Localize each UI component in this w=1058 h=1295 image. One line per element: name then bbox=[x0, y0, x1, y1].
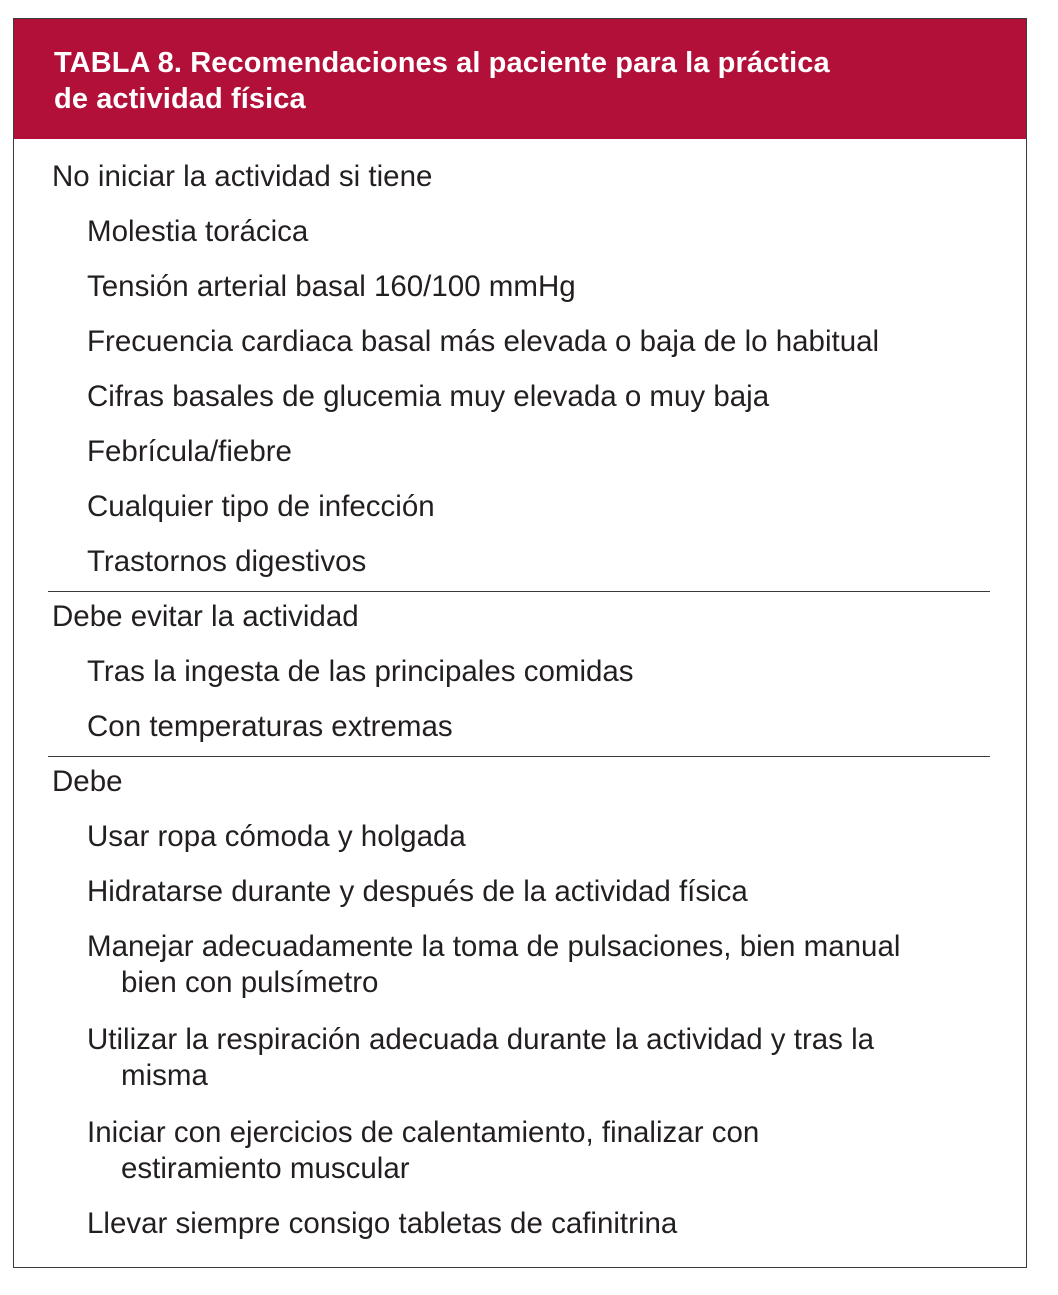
list-item: Molestia torácica bbox=[87, 215, 309, 248]
section-divider bbox=[48, 591, 990, 592]
list-item: Tras la ingesta de las principales comidas bbox=[87, 655, 634, 688]
list-item-continuation: misma bbox=[121, 1059, 208, 1092]
section-heading-debe: Debe bbox=[52, 765, 123, 798]
list-item bbox=[87, 929, 900, 1001]
table-header bbox=[14, 19, 1026, 139]
list-item bbox=[87, 1022, 874, 1094]
table-title-line-1: TABLA 8. Recomendaciones al paciente para la práctica bbox=[54, 47, 830, 79]
list-item: Febrícula/fiebre bbox=[87, 435, 292, 468]
list-item: Trastornos digestivos bbox=[87, 545, 367, 578]
list-item: Hidratarse durante y después de la actividad física bbox=[87, 875, 748, 908]
list-item-line: Iniciar con ejercicios de calentamiento, finalizar con bbox=[87, 1116, 760, 1149]
table-frame bbox=[13, 18, 1027, 1268]
list-item-continuation: bien con pulsímetro bbox=[121, 966, 379, 999]
list-item-line: Utilizar la respiración adecuada durante la actividad y tras la bbox=[87, 1023, 875, 1056]
list-item: Cifras basales de glucemia muy elevada o muy baja bbox=[87, 380, 770, 413]
list-item: Frecuencia cardiaca basal más elevada o baja de lo habitual bbox=[87, 325, 880, 358]
section-heading-debe-evitar: Debe evitar la actividad bbox=[52, 600, 359, 633]
list-item: Con temperaturas extremas bbox=[87, 710, 453, 743]
section-heading-no-iniciar: No iniciar la actividad si tiene bbox=[52, 160, 433, 193]
list-item bbox=[87, 1115, 759, 1187]
list-item-continuation: estiramiento muscular bbox=[121, 1152, 410, 1185]
section-divider bbox=[48, 756, 990, 757]
list-item: Cualquier tipo de infección bbox=[87, 490, 435, 523]
list-item-line: Manejar adecuadamente la toma de pulsaciones, bien manual bbox=[87, 930, 901, 963]
list-item: Tensión arterial basal 160/100 mmHg bbox=[87, 270, 576, 303]
list-item: Llevar siempre consigo tabletas de cafinitrina bbox=[87, 1207, 678, 1240]
list-item: Usar ropa cómoda y holgada bbox=[87, 820, 466, 853]
table-title-line-2: de actividad física bbox=[54, 83, 306, 115]
